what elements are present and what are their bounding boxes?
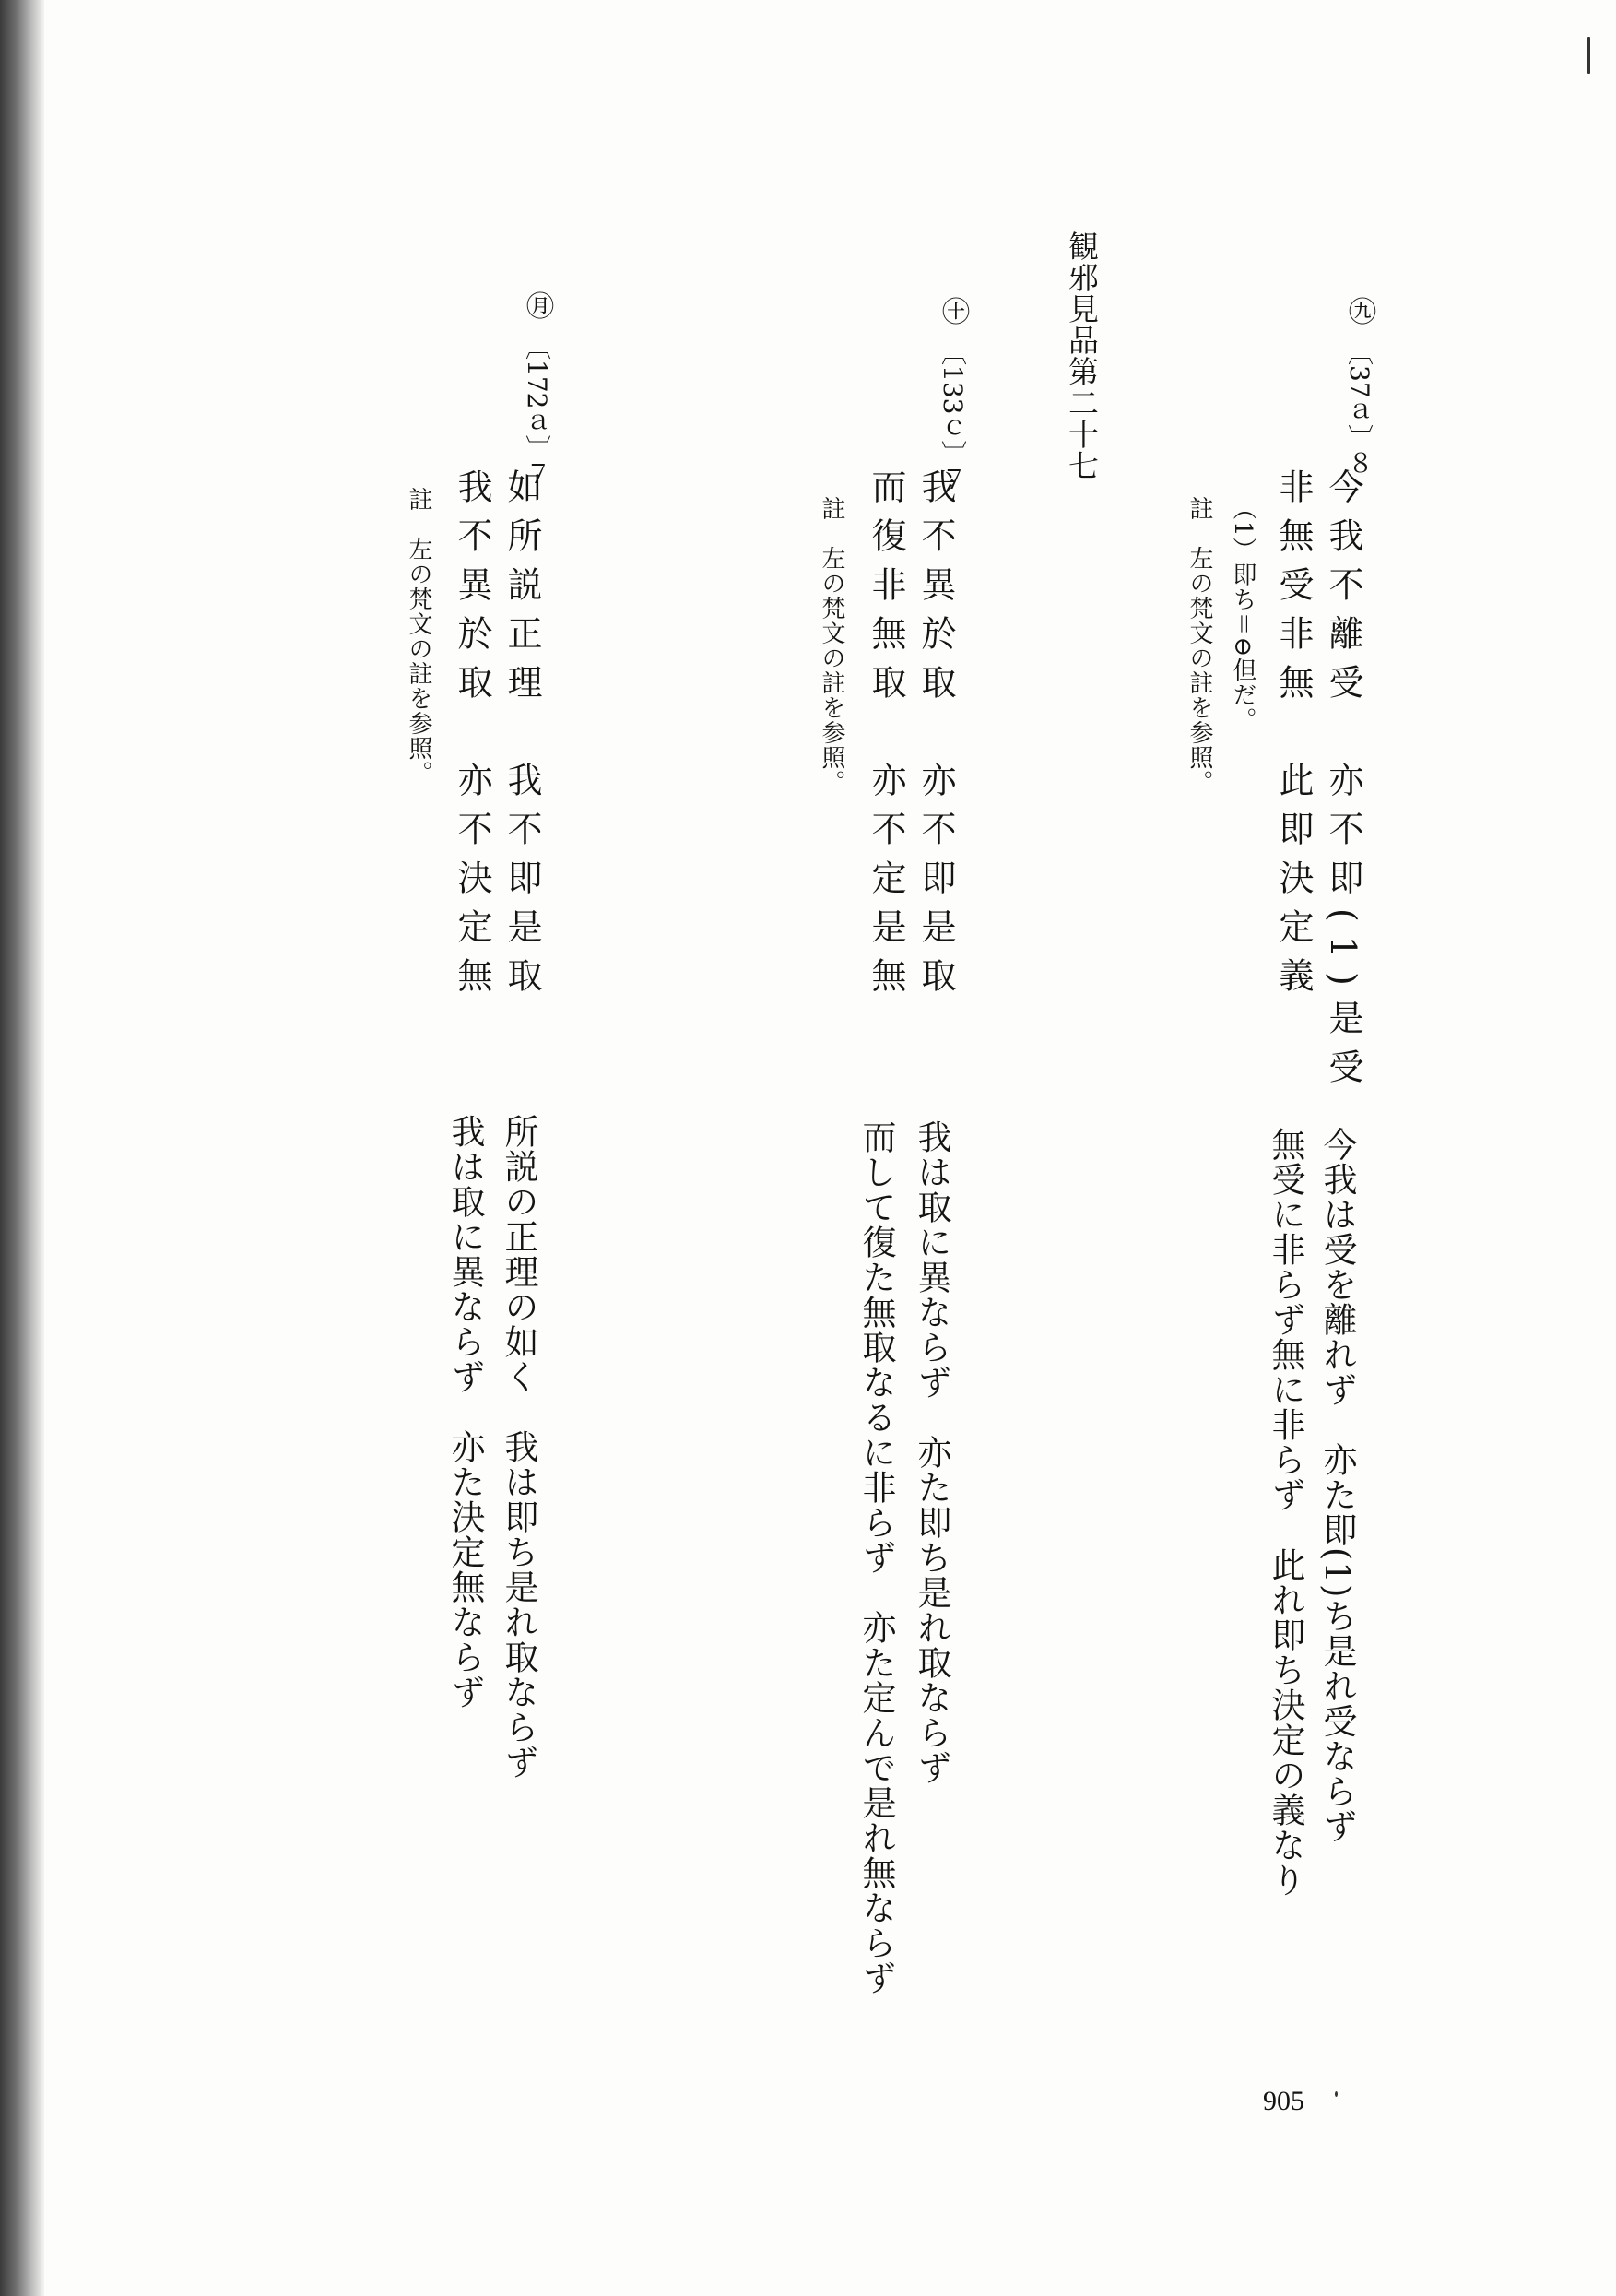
verse-1-gatha-line-2: 非無受非無 此即決定義 (1273, 468, 1314, 1006)
verse-3-note-label: 註 (405, 487, 432, 511)
verse-2-reading-line-2: 而して復た無取なるに非らず 亦た定んで是れ無ならず (856, 1119, 896, 1995)
scan-mark (1587, 37, 1590, 74)
verse-1-footnote: （1）即ち＝⊖但だ。 (1229, 496, 1256, 733)
scan-speck (1335, 2091, 1338, 2097)
verse-2-reading-line-1: 我は取に異ならず 亦た即ち是れ取ならず (912, 1119, 951, 1785)
verse-3-note-text: 左の梵文の註を参照。 (405, 537, 432, 786)
page-binding-edge (0, 0, 44, 2296)
verse-2-gatha-line-2: 而復非無取 亦不定是無 (866, 468, 906, 1006)
verse-3-gatha-line-2: 我不異於取 亦不決定無 (452, 468, 492, 1006)
verse-2-note-label: 註 (818, 496, 845, 520)
verse-1-note-label: 註 (1185, 496, 1213, 520)
verse-3-reading-line-1: 所説の正理の如く 我は即ち是れ取ならず (499, 1114, 538, 1780)
verse-1-marker: ㊈ (1343, 297, 1375, 325)
verse-3-reading-line-2: 我は取に異ならず 亦た決定無ならず (445, 1114, 485, 1710)
verse-2-marker: ㊉ (937, 297, 969, 325)
verse-1-reading-line-2: 無受に非らず無に非らず 此れ即ち決定の義なり (1266, 1127, 1305, 1898)
page-number: 905 (1263, 2086, 1304, 2116)
verse-3-gatha-line-1: 如所説正理 我不即是取 (501, 468, 542, 1006)
running-head: 観邪見品第二十七 (1064, 231, 1100, 481)
verse-2-gatha-line-1: 我不異於取 亦不即是取 (915, 468, 956, 1006)
verse-1-reading-line-1: 今我は受を離れず 亦た即(1)ち是れ受ならず (1317, 1127, 1357, 1844)
verse-2-reference: 〔133ｃ〕７ (938, 339, 968, 492)
verse-1-gatha-line-1: 今我不離受 亦不即(1)是受 (1323, 468, 1363, 1097)
verse-3-reference: 〔172ａ〕７ (522, 334, 552, 487)
verse-2-note-text: 左の梵文の註を参照。 (818, 546, 845, 795)
verse-1-note-text: 左の梵文の註を参照。 (1185, 546, 1213, 795)
verse-3-marker: ㊊ (521, 291, 553, 319)
verse-1-reference: 〔37ａ〕８ (1344, 339, 1374, 476)
